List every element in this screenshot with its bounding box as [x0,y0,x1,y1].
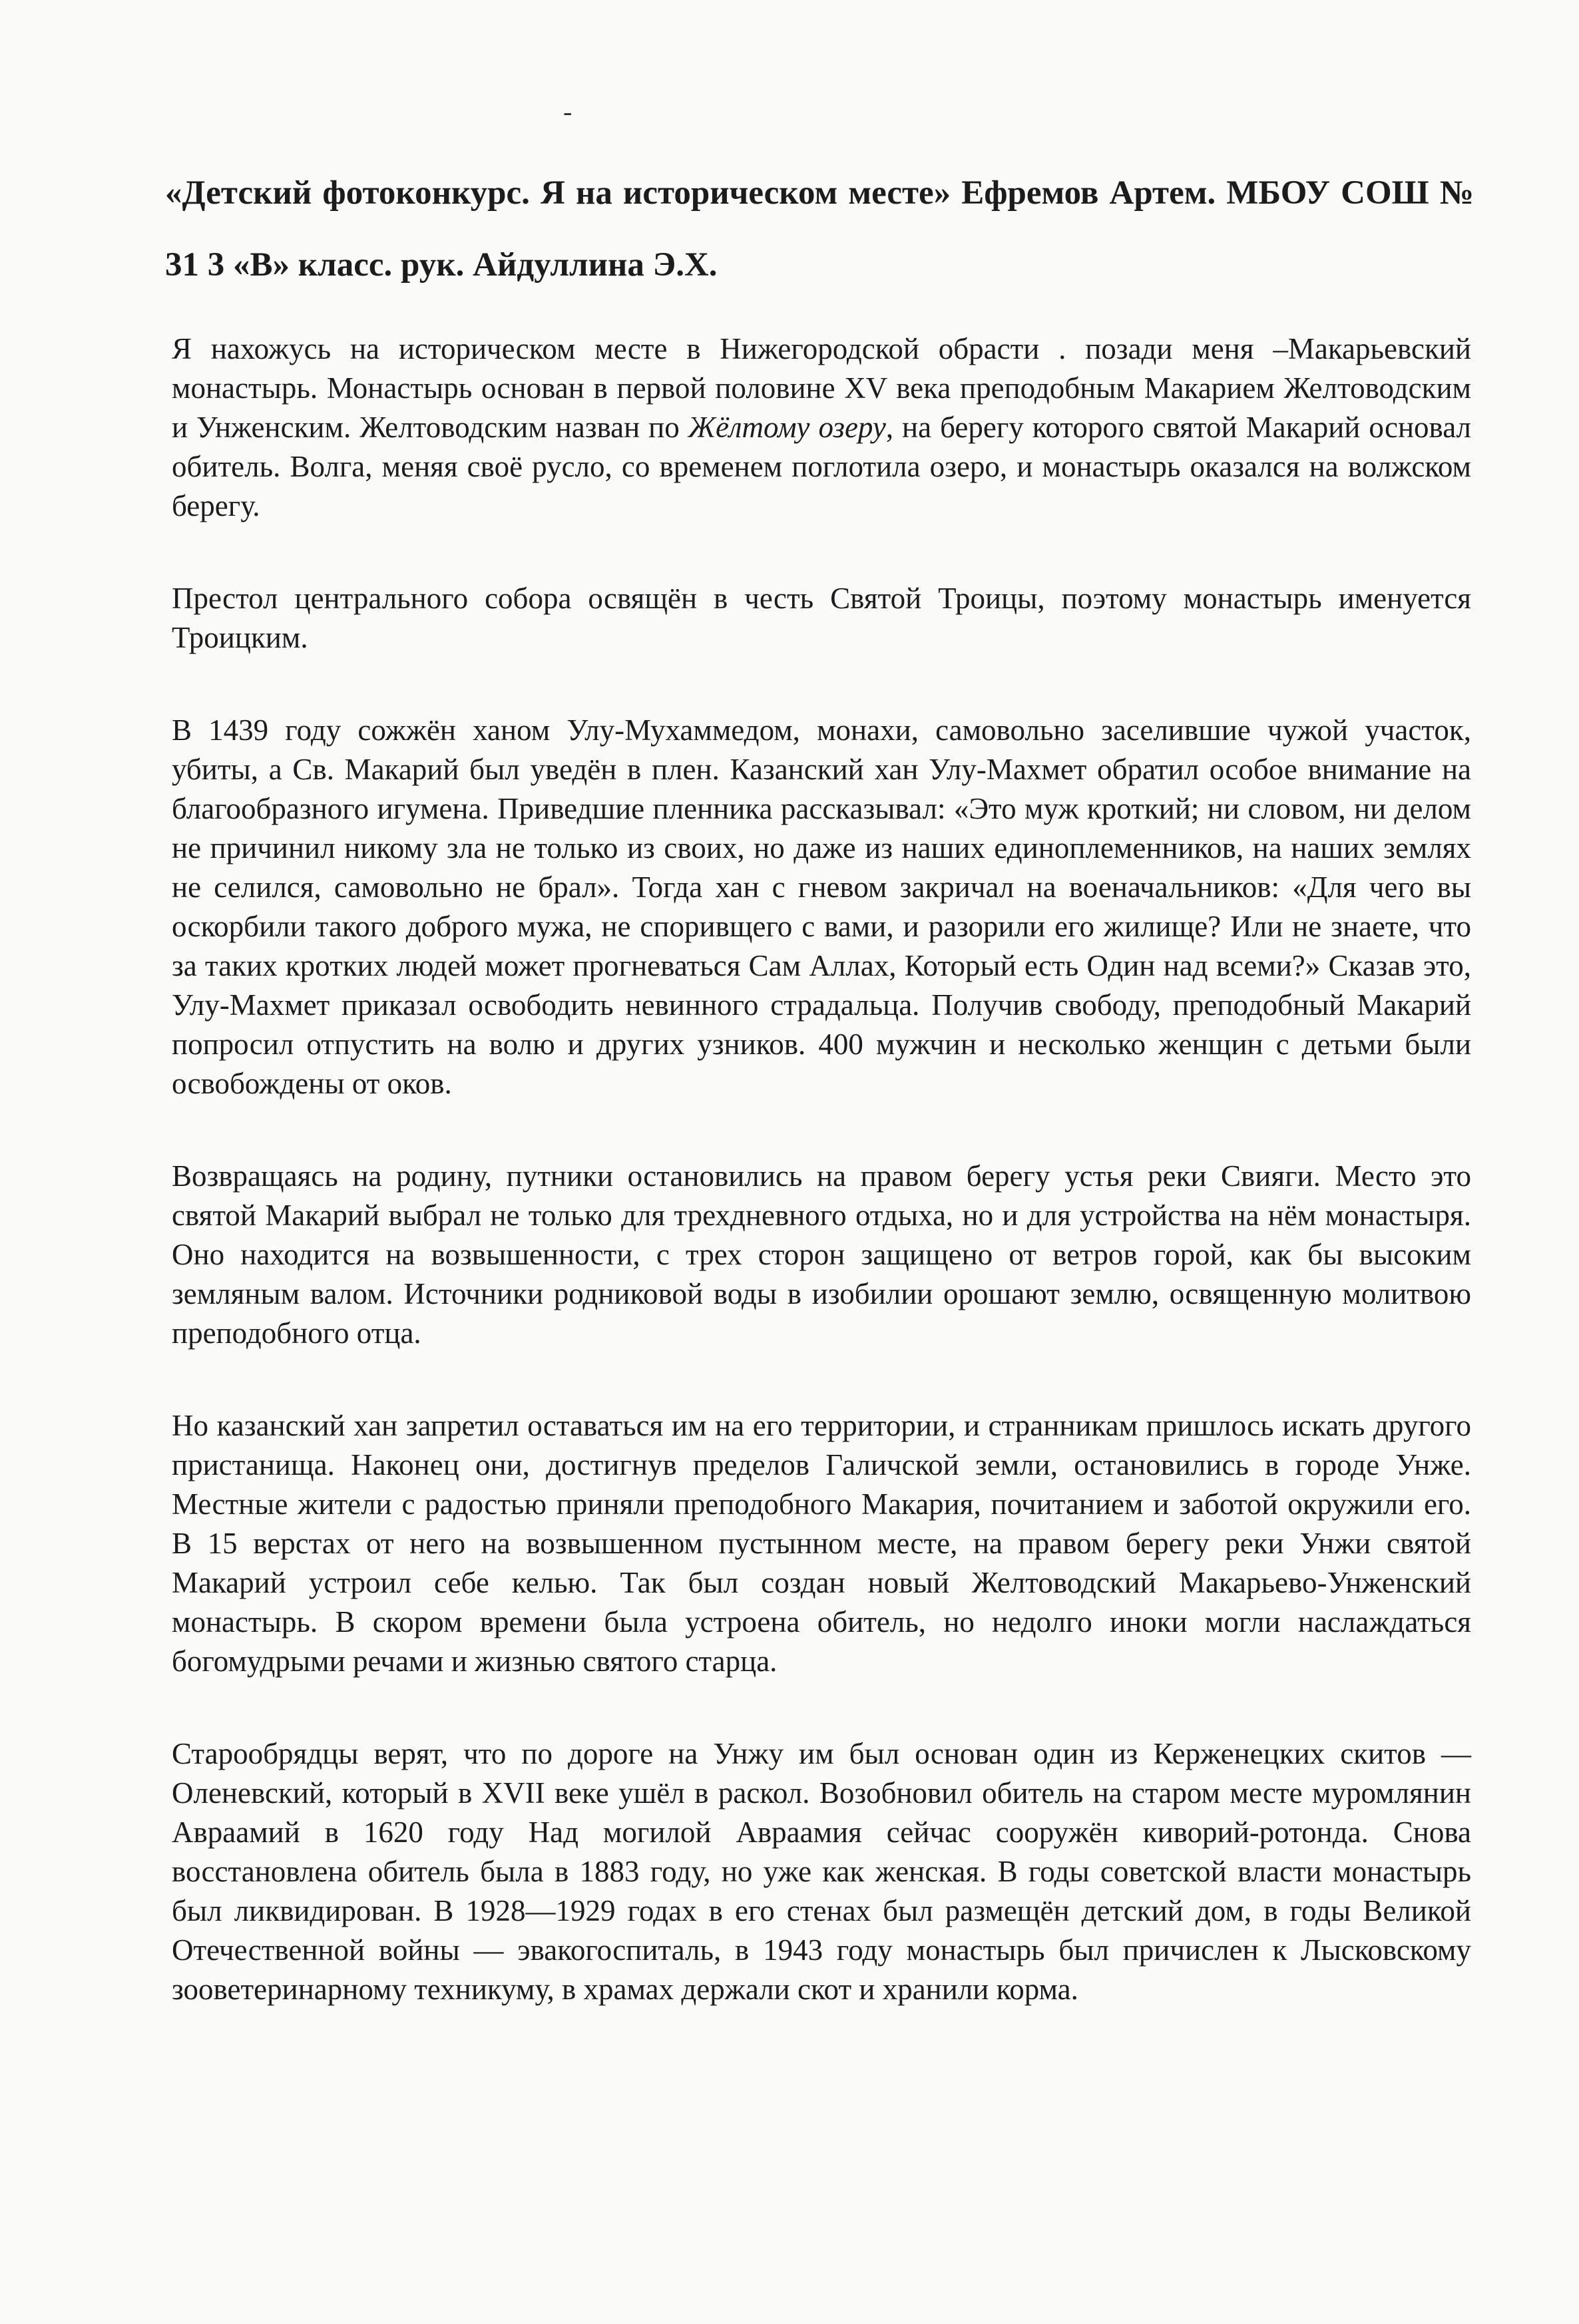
paragraph-1-italic-text: Жёлтому озеру [688,411,886,444]
paragraph-1-text-start: Я нахожусь на историческом месте в Нижегородской обрасти . позади меня –Макарьевский монастырь. Монастырь основан в первой половине XV века преподобным Макарием Желтоводским и Унженским. Желтоводским назван по [172,332,1471,444]
paragraph-6: Старообрядцы верят, что по дороге на Унжу им был основан один из Керженецких скитов — Оленевский, который в XVII веке ушёл в раскол. Возобновил обитель на старом месте муромлянин Авраамий в 1620 году Над могилой Авраамия сейчас сооружён киворий-ротонда. Снова восстановлена обитель была в 1883 году, но уже как женская. В годы советской власти монастырь был ликвидирован. В 1928—1929 годах в его стенах был размещён детский дом, в годы Великой Отечественной войны — эвакогоспиталь, в 1943 году монастырь был причислен к Лысковскому зооветеринарному техникуму, в храмах держали скот и хранили корма. [172,1737,1471,2006]
paragraph-4: Возвращаясь на родину, путники остановились на правом берегу устья реки Свияги. Место это святой Макарий выбрал не только для трехдневного отдыха, но и для устройства на нём монастыря. Оно находится на возвышенности, с трех сторон защищено от ветров горой, как бы высоким земляным валом. Источники родниковой воды в изобилии орошают землю, освященную молитвою преподобного отца. [172,1159,1471,1350]
paragraph-5: Но казанский хан запретил оставаться им на его территории, и странникам пришлось искать другого пристанища. Наконец они, достигнув пределов Галичской земли, остановились в городе Унже. Местные жители с радостью приняли преподобного Макария, почитанием и заботой окружили его. В 15 верстах от него на возвышенном пустынном месте, на правом берегу реки Унжи святой Макарий устроил себе келью. Так был создан новый Желтоводский Макарьево-Унженский монастырь. В скором времени была устроена обитель, но недолго иноки могли наслаждаться богомудрыми речами и жизнью святого старца. [172,1409,1471,1678]
paragraph-2: Престол центрального собора освящён в честь Святой Троицы, поэтому монастырь именуется Троицким. [172,582,1471,654]
document-body [172,329,1471,2009]
stray-mark: - [563,97,572,126]
paragraph-1 [172,329,1471,526]
document-title: «Детский фотоконкурс. Я на историческом месте» Ефремов Артем. МБОУ СОШ № 31 3 «В» класс. рук. Айдуллина Э.Х. [165,174,1474,284]
paragraph-1-text-end: , на берегу которого святой Макарий основал обитель. Волга, меняя своё русло, со временем поглотила озеро, и монастырь оказался на волжском берегу. [172,411,1472,522]
paragraph-3: В 1439 году сожжён ханом Улу-Мухаммедом, монахи, самовольно заселившие чужой участок, убиты, а Св. Макарий был уведён в плен. Казанский хан Улу-Махмет обратил особое внимание на благообразного игумена. Приведшие пленника рассказывал: «Это муж кроткий; ни словом, ни делом не причинил никому зла не только из своих, но даже из наших единоплеменников, на наших землях не селился, самовольно не брал». Тогда хан с гневом закричал на военачальников: «Для чего вы оскорбили такого доброго мужа, не споривщего с вами, и разорили его жилище? Или не знаете, что за таких кротких людей может прогневаться Сам Аллах, Который есть Один над всеми?» Сказав это, Улу-Махмет приказал освободить невинного страдальца. Получив свободу, преподобный Макарий попросил отпустить на волю и других узников. 400 мужчин и несколько женщин с детьми были освобождены от оков. [172,713,1471,1100]
